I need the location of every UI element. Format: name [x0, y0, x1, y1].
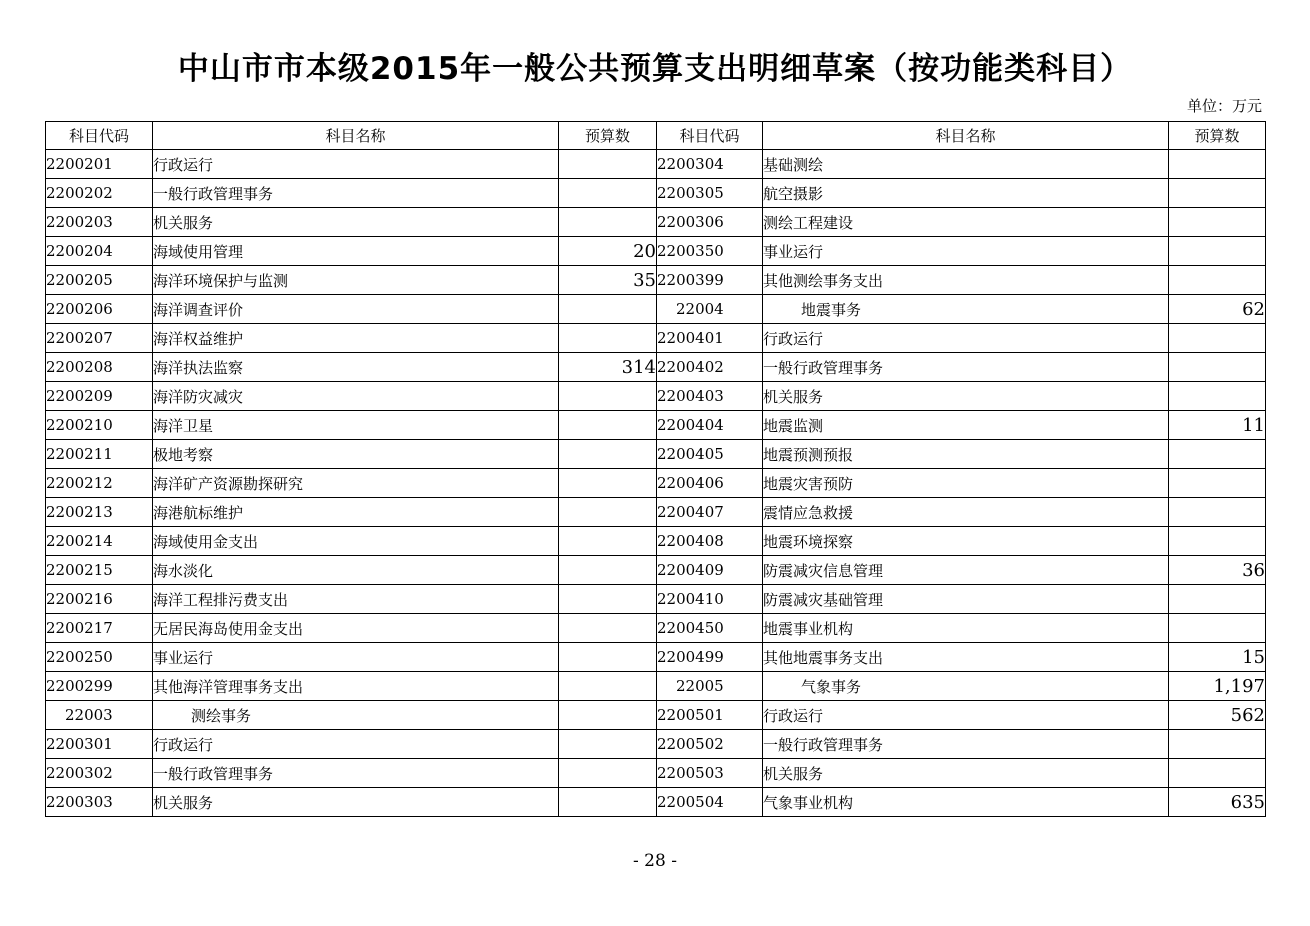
page-title: 中山市市本级2015年一般公共预算支出明细草案（按功能类科目） [177, 51, 1133, 87]
left-budget-amount [559, 759, 657, 788]
table-row [46, 150, 1266, 179]
right-subject-code: 2200407 [657, 498, 763, 527]
right-subject-code: 2200401 [657, 324, 763, 353]
table-row [46, 353, 1266, 382]
right-budget-amount: 11 [1169, 411, 1266, 440]
table-row [46, 295, 1266, 324]
left-subject-name: 测绘事务 [153, 701, 559, 730]
right-subject-code: 2200499 [657, 643, 763, 672]
header-code-right: 科目代码 [657, 122, 763, 150]
right-budget-amount [1169, 730, 1266, 759]
right-budget-amount [1169, 614, 1266, 643]
left-budget-amount [559, 498, 657, 527]
right-subject-code: 2200404 [657, 411, 763, 440]
left-budget-amount: 314 [559, 353, 657, 382]
left-subject-name: 海洋调查评价 [153, 295, 559, 324]
right-subject-name: 气象事务 [763, 672, 1169, 701]
right-subject-code: 2200306 [657, 208, 763, 237]
left-budget-amount [559, 527, 657, 556]
right-budget-amount: 15 [1169, 643, 1266, 672]
budget-table [45, 121, 1266, 817]
right-subject-code: 22005 [657, 672, 763, 701]
left-subject-code: 2200202 [46, 179, 153, 208]
right-budget-amount: 1,197 [1169, 672, 1266, 701]
table-row [46, 498, 1266, 527]
left-subject-code: 2200303 [46, 788, 153, 817]
left-subject-code: 2200201 [46, 150, 153, 179]
left-subject-code: 2200204 [46, 237, 153, 266]
left-subject-name: 其他海洋管理事务支出 [153, 672, 559, 701]
right-subject-code: 2200408 [657, 527, 763, 556]
left-subject-code: 2200302 [46, 759, 153, 788]
left-subject-name: 海洋环境保护与监测 [153, 266, 559, 295]
left-subject-name: 海洋工程排污费支出 [153, 585, 559, 614]
table-row [46, 585, 1266, 614]
left-subject-code: 2200216 [46, 585, 153, 614]
table-row [46, 788, 1266, 817]
right-subject-name: 机关服务 [763, 759, 1169, 788]
left-subject-code: 2200203 [46, 208, 153, 237]
left-budget-amount [559, 469, 657, 498]
right-subject-name: 震情应急救援 [763, 498, 1169, 527]
right-budget-amount [1169, 759, 1266, 788]
table-row [46, 266, 1266, 295]
left-subject-name: 海洋权益维护 [153, 324, 559, 353]
page-number: - 28 - [633, 851, 677, 871]
table-row [46, 469, 1266, 498]
right-budget-amount: 562 [1169, 701, 1266, 730]
right-subject-code: 22004 [657, 295, 763, 324]
right-subject-name: 测绘工程建设 [763, 208, 1169, 237]
table-row [46, 179, 1266, 208]
left-subject-name: 海域使用金支出 [153, 527, 559, 556]
left-subject-name: 机关服务 [153, 788, 559, 817]
left-budget-amount [559, 730, 657, 759]
left-subject-code: 2200209 [46, 382, 153, 411]
right-subject-code: 2200501 [657, 701, 763, 730]
left-budget-amount [559, 585, 657, 614]
left-budget-amount: 20 [559, 237, 657, 266]
left-budget-amount [559, 672, 657, 701]
left-budget-amount [559, 150, 657, 179]
table-row [46, 614, 1266, 643]
right-subject-code: 2200450 [657, 614, 763, 643]
table-row [46, 527, 1266, 556]
right-subject-name: 一般行政管理事务 [763, 353, 1169, 382]
left-subject-code: 2200213 [46, 498, 153, 527]
right-subject-code: 2200305 [657, 179, 763, 208]
left-subject-name: 极地考察 [153, 440, 559, 469]
left-budget-amount [559, 382, 657, 411]
right-subject-name: 事业运行 [763, 237, 1169, 266]
left-subject-code: 2200210 [46, 411, 153, 440]
left-subject-code: 2200207 [46, 324, 153, 353]
right-subject-name: 地震灾害预防 [763, 469, 1169, 498]
right-subject-code: 2200504 [657, 788, 763, 817]
left-subject-code: 2200211 [46, 440, 153, 469]
left-subject-name: 海港航标维护 [153, 498, 559, 527]
right-subject-name: 地震环境探察 [763, 527, 1169, 556]
right-subject-name: 机关服务 [763, 382, 1169, 411]
right-subject-code: 2200304 [657, 150, 763, 179]
right-subject-name: 其他测绘事务支出 [763, 266, 1169, 295]
right-budget-amount [1169, 208, 1266, 237]
right-subject-code: 2200399 [657, 266, 763, 295]
right-budget-amount [1169, 324, 1266, 353]
table-row [46, 759, 1266, 788]
left-subject-code: 2200205 [46, 266, 153, 295]
left-subject-code: 2200212 [46, 469, 153, 498]
left-subject-code: 2200215 [46, 556, 153, 585]
left-budget-amount [559, 295, 657, 324]
table-row [46, 382, 1266, 411]
table-row [46, 730, 1266, 759]
left-budget-amount: 35 [559, 266, 657, 295]
right-budget-amount [1169, 469, 1266, 498]
right-subject-name: 航空摄影 [763, 179, 1169, 208]
left-subject-name: 一般行政管理事务 [153, 179, 559, 208]
left-budget-amount [559, 556, 657, 585]
right-subject-name: 地震事业机构 [763, 614, 1169, 643]
right-budget-amount [1169, 527, 1266, 556]
left-subject-name: 海洋防灾减灾 [153, 382, 559, 411]
right-subject-name: 防震减灾信息管理 [763, 556, 1169, 585]
header-name-left: 科目名称 [153, 122, 559, 150]
right-subject-name: 地震监测 [763, 411, 1169, 440]
left-subject-name: 海洋执法监察 [153, 353, 559, 382]
right-subject-code: 2200502 [657, 730, 763, 759]
left-budget-amount [559, 788, 657, 817]
left-subject-name: 行政运行 [153, 150, 559, 179]
left-subject-name: 无居民海岛使用金支出 [153, 614, 559, 643]
left-budget-amount [559, 643, 657, 672]
right-budget-amount: 62 [1169, 295, 1266, 324]
table-row [46, 208, 1266, 237]
right-subject-code: 2200403 [657, 382, 763, 411]
right-subject-name: 地震预测预报 [763, 440, 1169, 469]
right-subject-name: 行政运行 [763, 324, 1169, 353]
left-subject-code: 2200208 [46, 353, 153, 382]
right-budget-amount [1169, 266, 1266, 295]
right-budget-amount: 635 [1169, 788, 1266, 817]
right-budget-amount [1169, 150, 1266, 179]
right-budget-amount [1169, 498, 1266, 527]
left-subject-name: 行政运行 [153, 730, 559, 759]
left-subject-name: 事业运行 [153, 643, 559, 672]
table-header-row [46, 122, 1266, 150]
table-row [46, 411, 1266, 440]
right-budget-amount [1169, 353, 1266, 382]
left-subject-name: 海洋卫星 [153, 411, 559, 440]
header-amount-left: 预算数 [559, 122, 657, 150]
left-subject-code: 22003 [46, 701, 153, 730]
left-subject-code: 2200214 [46, 527, 153, 556]
right-budget-amount [1169, 382, 1266, 411]
table-row [46, 237, 1266, 266]
header-name-right: 科目名称 [763, 122, 1169, 150]
left-budget-amount [559, 208, 657, 237]
right-subject-code: 2200503 [657, 759, 763, 788]
right-subject-name: 地震事务 [763, 295, 1169, 324]
left-budget-amount [559, 701, 657, 730]
left-budget-amount [559, 614, 657, 643]
left-subject-code: 2200206 [46, 295, 153, 324]
left-budget-amount [559, 179, 657, 208]
table-row [46, 643, 1266, 672]
right-subject-name: 气象事业机构 [763, 788, 1169, 817]
right-subject-name: 其他地震事务支出 [763, 643, 1169, 672]
right-subject-code: 2200406 [657, 469, 763, 498]
header-amount-right: 预算数 [1169, 122, 1266, 150]
right-subject-name: 基础测绘 [763, 150, 1169, 179]
table-row [46, 440, 1266, 469]
left-budget-amount [559, 411, 657, 440]
right-subject-code: 2200409 [657, 556, 763, 585]
left-subject-code: 2200301 [46, 730, 153, 759]
unit-label: 单位：万元 [1186, 97, 1262, 115]
table-row [46, 556, 1266, 585]
right-budget-amount [1169, 440, 1266, 469]
left-subject-name: 海洋矿产资源勘探研究 [153, 469, 559, 498]
left-budget-amount [559, 324, 657, 353]
table-row [46, 672, 1266, 701]
left-subject-name: 机关服务 [153, 208, 559, 237]
table-body [46, 150, 1266, 817]
right-subject-code: 2200402 [657, 353, 763, 382]
left-budget-amount [559, 440, 657, 469]
header-code-left: 科目代码 [46, 122, 153, 150]
right-subject-code: 2200350 [657, 237, 763, 266]
table-row [46, 701, 1266, 730]
right-subject-code: 2200410 [657, 585, 763, 614]
right-budget-amount: 36 [1169, 556, 1266, 585]
right-subject-name: 行政运行 [763, 701, 1169, 730]
right-budget-amount [1169, 179, 1266, 208]
table-row [46, 324, 1266, 353]
left-subject-code: 2200217 [46, 614, 153, 643]
left-subject-code: 2200250 [46, 643, 153, 672]
left-subject-name: 一般行政管理事务 [153, 759, 559, 788]
right-subject-name: 防震减灾基础管理 [763, 585, 1169, 614]
left-subject-code: 2200299 [46, 672, 153, 701]
right-subject-name: 一般行政管理事务 [763, 730, 1169, 759]
left-subject-name: 海水淡化 [153, 556, 559, 585]
left-subject-name: 海域使用管理 [153, 237, 559, 266]
right-subject-code: 2200405 [657, 440, 763, 469]
right-budget-amount [1169, 585, 1266, 614]
right-budget-amount [1169, 237, 1266, 266]
